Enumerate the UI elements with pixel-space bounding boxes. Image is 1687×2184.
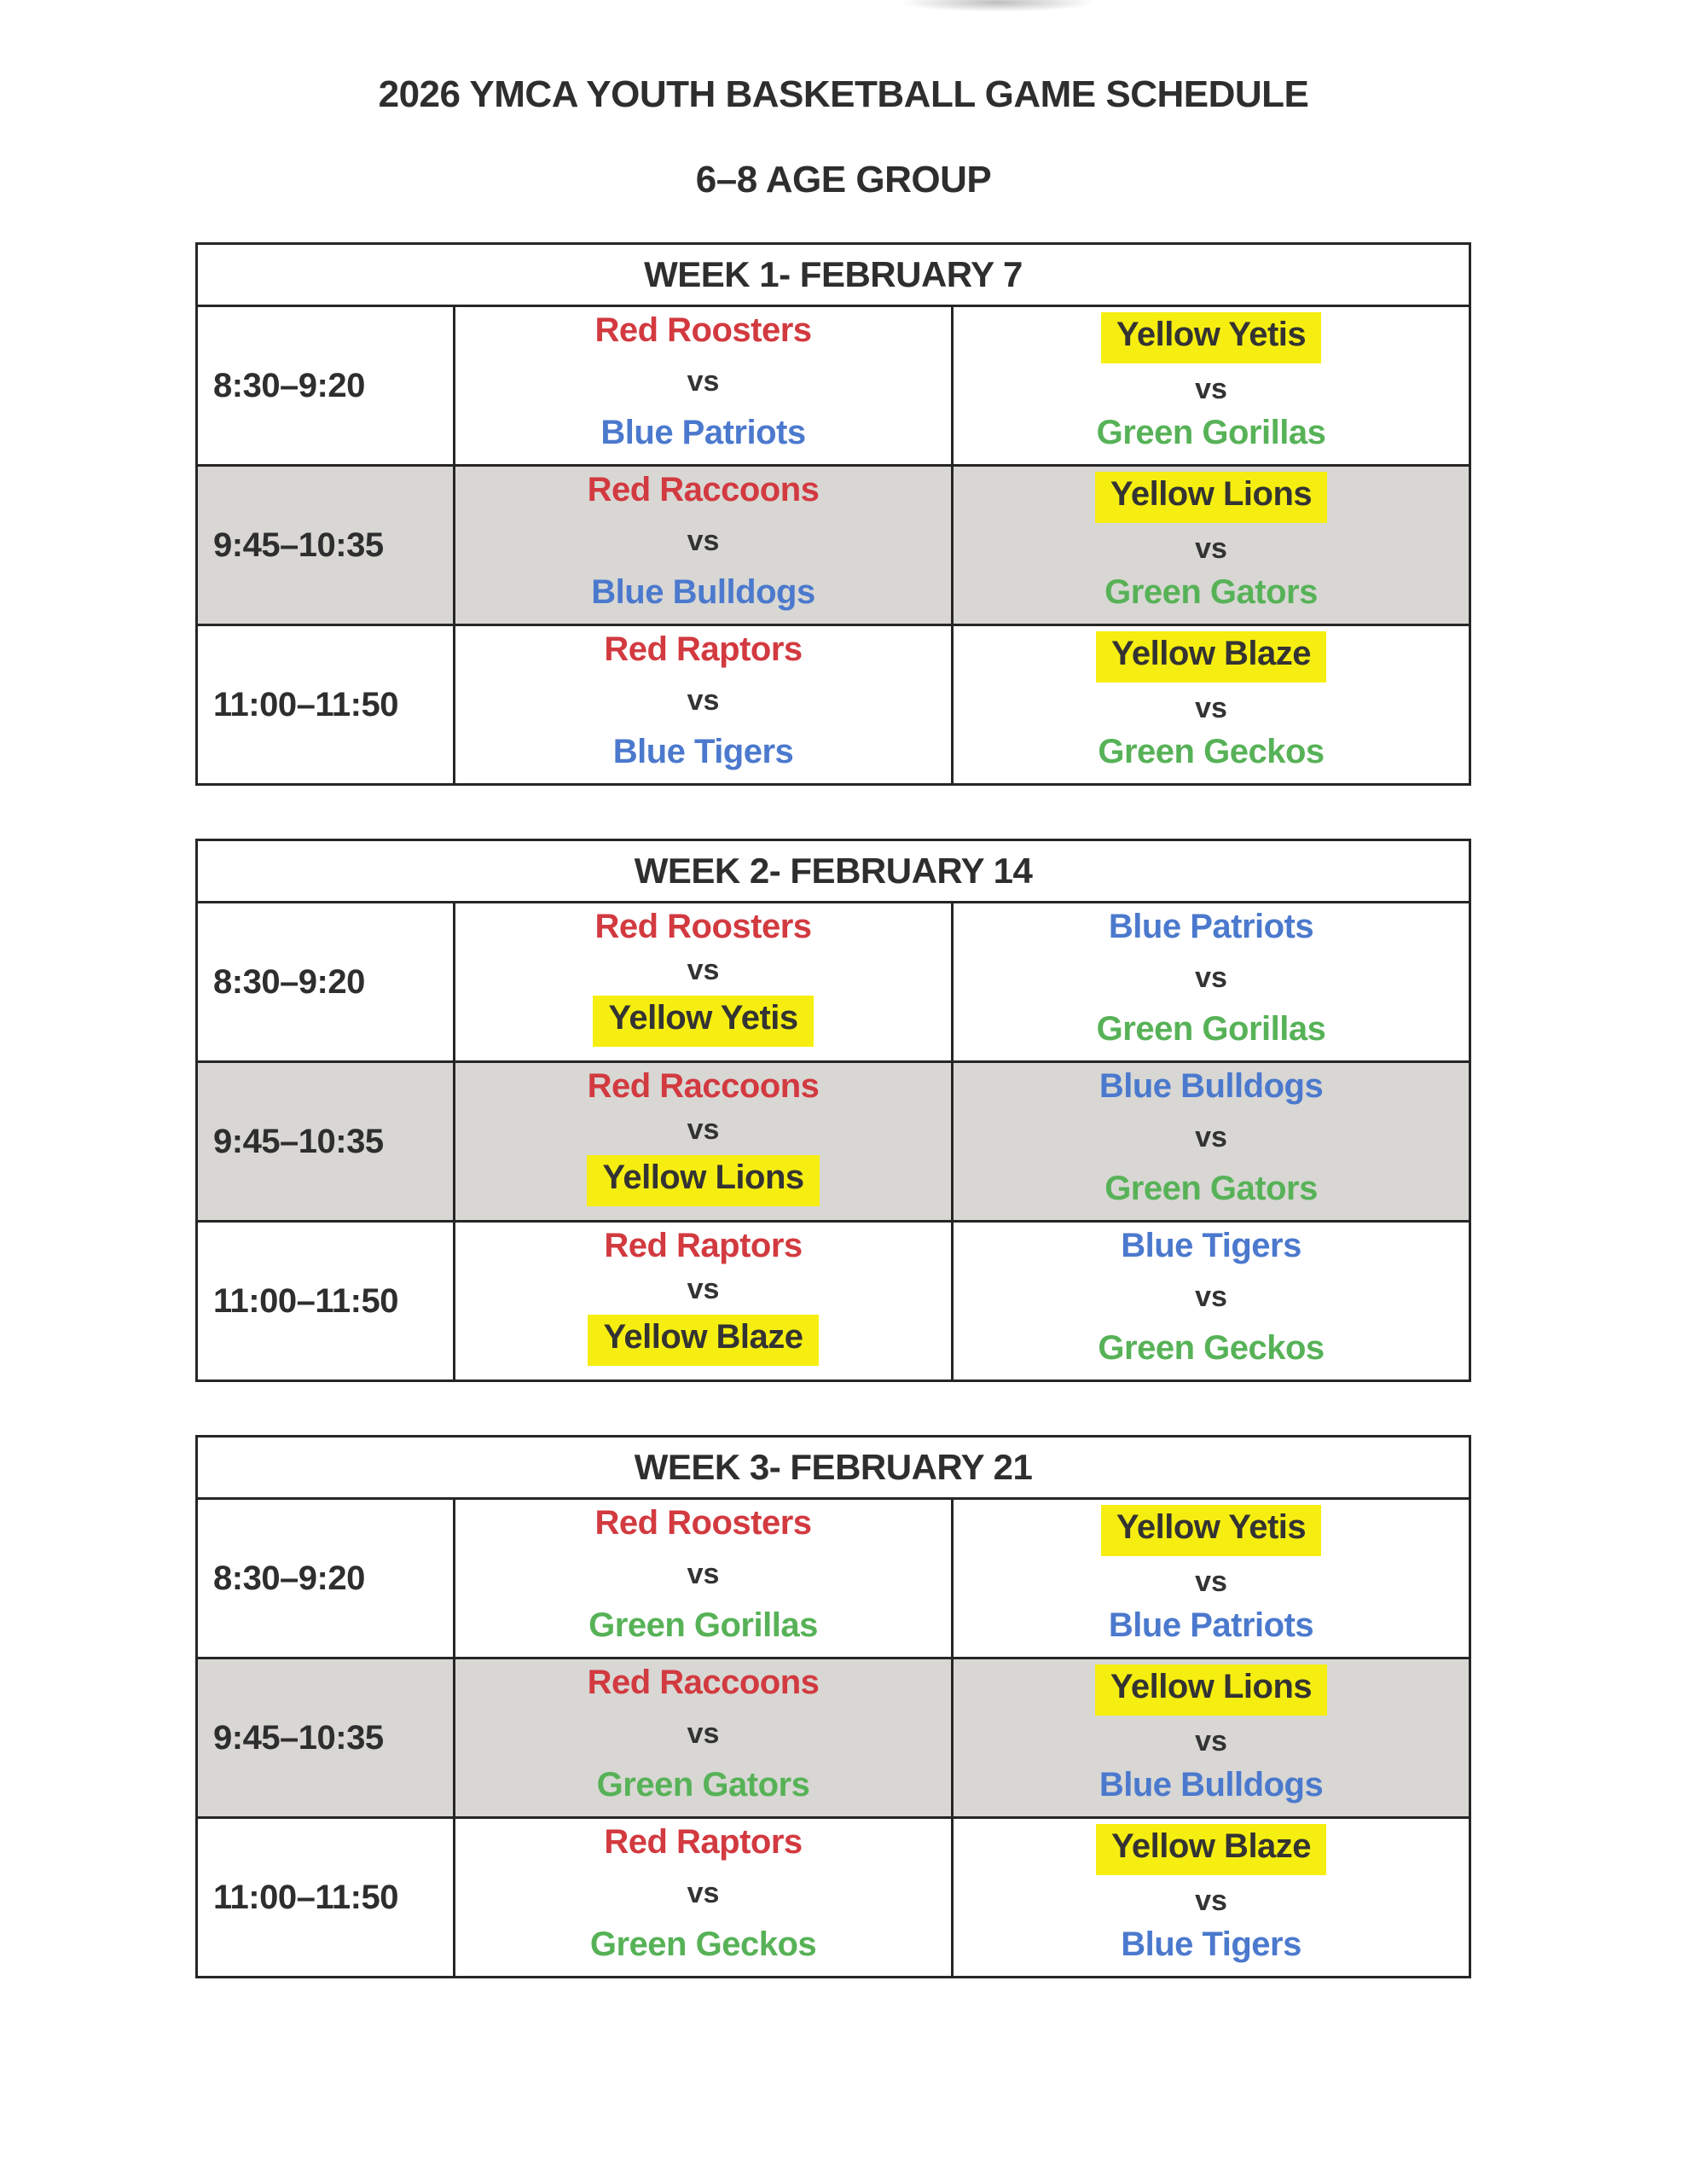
matchup	[954, 1063, 1469, 1220]
team-name-highlighted: Yellow Lions	[587, 1155, 819, 1206]
schedule-row	[197, 1658, 1470, 1818]
team-name-highlighted: Yellow Blaze	[588, 1315, 818, 1366]
time-slot: 11:00–11:50	[197, 1222, 455, 1381]
matchup	[455, 1819, 951, 1976]
vs-label: vs	[687, 683, 720, 717]
team-name-highlighted: Yellow Yetis	[593, 996, 813, 1047]
vs-label: vs	[687, 1112, 720, 1146]
game-cell	[455, 1818, 953, 1978]
vs-label: vs	[687, 1716, 720, 1750]
game-cell	[455, 466, 953, 625]
team-name-highlighted: Yellow Yetis	[1101, 312, 1321, 363]
team-name-highlighted: Yellow Blaze	[1096, 1824, 1326, 1875]
team-name: Blue Patriots	[1108, 1606, 1314, 1644]
game-cell	[953, 903, 1470, 1062]
matchup	[455, 1659, 951, 1816]
vs-label: vs	[687, 953, 720, 986]
week-header: WEEK 1- FEBRUARY 7	[197, 244, 1470, 306]
team-name: Blue Patriots	[1108, 908, 1314, 945]
time-slot: 9:45–10:35	[197, 1062, 455, 1222]
team-name: Green Gators	[1104, 1170, 1318, 1207]
schedule-row	[197, 625, 1470, 785]
schedule-row	[197, 466, 1470, 625]
week-header: WEEK 3- FEBRUARY 21	[197, 1437, 1470, 1499]
matchup	[455, 1500, 951, 1657]
game-cell	[455, 1499, 953, 1658]
game-cell	[455, 306, 953, 466]
vs-label: vs	[1195, 691, 1227, 724]
team-name: Green Gorillas	[1096, 1010, 1326, 1048]
team-name: Red Raccoons	[587, 1664, 820, 1701]
game-cell	[953, 1222, 1470, 1381]
team-name: Red Roosters	[594, 311, 812, 349]
vs-label: vs	[1195, 531, 1227, 565]
week-table	[195, 839, 1471, 1382]
week-table	[195, 1435, 1471, 1978]
team-name: Blue Tigers	[1121, 1227, 1301, 1264]
vs-label: vs	[687, 364, 720, 398]
week-table	[195, 242, 1471, 786]
game-cell	[953, 1818, 1470, 1978]
vs-label: vs	[687, 524, 720, 557]
matchup	[455, 1223, 951, 1380]
team-name: Red Raptors	[604, 1823, 803, 1861]
game-cell	[455, 1222, 953, 1381]
schedule-row	[197, 1499, 1470, 1658]
game-cell	[953, 1499, 1470, 1658]
matchup	[954, 1223, 1469, 1380]
team-name-highlighted: Yellow Yetis	[1101, 1505, 1321, 1556]
team-name: Red Roosters	[594, 908, 812, 945]
team-name-highlighted: Yellow Lions	[1095, 472, 1327, 523]
vs-label: vs	[1195, 1120, 1227, 1153]
time-slot: 9:45–10:35	[197, 1658, 455, 1818]
game-cell	[953, 1658, 1470, 1818]
team-name: Blue Patriots	[600, 414, 806, 451]
team-name: Blue Tigers	[1121, 1926, 1301, 1963]
team-name: Green Geckos	[589, 1926, 817, 1963]
game-cell	[455, 903, 953, 1062]
team-name: Green Gorillas	[1096, 414, 1326, 451]
vs-label: vs	[1195, 1884, 1227, 1917]
team-name: Red Raptors	[604, 1227, 803, 1264]
time-slot: 11:00–11:50	[197, 625, 455, 785]
game-cell	[455, 1062, 953, 1222]
team-name: Red Roosters	[594, 1504, 812, 1542]
team-name: Red Raccoons	[587, 471, 820, 508]
matchup	[455, 1063, 951, 1220]
team-name: Blue Bulldogs	[1099, 1766, 1324, 1804]
schedule-row	[197, 306, 1470, 466]
team-name: Red Raptors	[604, 630, 803, 668]
schedule-row	[197, 903, 1470, 1062]
matchup	[455, 467, 951, 624]
team-name: Green Gorillas	[588, 1606, 818, 1644]
time-slot: 8:30–9:20	[197, 306, 455, 466]
game-cell	[953, 306, 1470, 466]
matchup	[954, 1500, 1469, 1657]
page-title: 2026 YMCA YOUTH BASKETBALL GAME SCHEDULE	[378, 73, 1309, 115]
team-name-highlighted: Yellow Blaze	[1096, 631, 1326, 682]
matchup	[954, 1659, 1469, 1816]
matchup	[954, 307, 1469, 464]
team-name: Green Geckos	[1098, 733, 1325, 770]
time-slot: 8:30–9:20	[197, 903, 455, 1062]
vs-label: vs	[1195, 1280, 1227, 1313]
schedule-row	[197, 1818, 1470, 1978]
team-name: Blue Bulldogs	[1099, 1067, 1324, 1105]
matchup	[954, 467, 1469, 624]
game-cell	[953, 1062, 1470, 1222]
schedule-tables	[195, 242, 1469, 1978]
age-group-subtitle: 6–8 AGE GROUP	[695, 159, 992, 200]
vs-label: vs	[1195, 1565, 1227, 1598]
time-slot: 9:45–10:35	[197, 466, 455, 625]
vs-label: vs	[1195, 961, 1227, 994]
game-cell	[953, 466, 1470, 625]
matchup	[954, 1819, 1469, 1976]
team-name: Blue Tigers	[612, 733, 794, 770]
time-slot: 8:30–9:20	[197, 1499, 455, 1658]
week-header: WEEK 2- FEBRUARY 14	[197, 840, 1470, 903]
vs-label: vs	[687, 1272, 720, 1305]
matchup	[455, 903, 951, 1060]
vs-label: vs	[1195, 1724, 1227, 1757]
matchup	[455, 307, 951, 464]
game-cell	[455, 1658, 953, 1818]
schedule-row	[197, 1062, 1470, 1222]
team-name: Green Geckos	[1098, 1329, 1325, 1367]
team-name: Blue Bulldogs	[591, 573, 815, 611]
game-cell	[455, 625, 953, 785]
vs-label: vs	[687, 1557, 720, 1590]
vs-label: vs	[687, 1876, 720, 1909]
team-name-highlighted: Yellow Lions	[1095, 1664, 1327, 1716]
vs-label: vs	[1195, 372, 1227, 405]
team-name: Green Gators	[596, 1766, 810, 1804]
team-name: Green Gators	[1104, 573, 1318, 611]
time-slot: 11:00–11:50	[197, 1818, 455, 1978]
game-cell	[953, 625, 1470, 785]
schedule-row	[197, 1222, 1470, 1381]
matchup	[954, 903, 1469, 1060]
team-name: Red Raccoons	[587, 1067, 820, 1105]
matchup	[455, 626, 951, 783]
matchup	[954, 626, 1469, 783]
